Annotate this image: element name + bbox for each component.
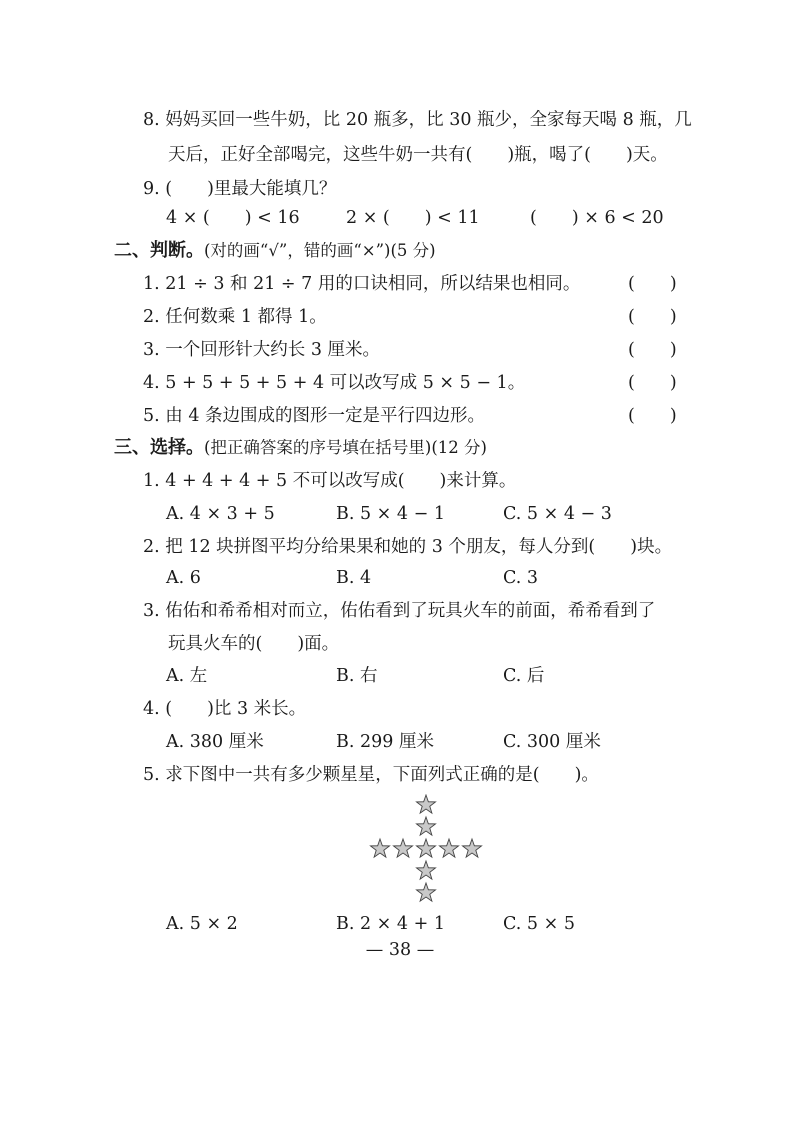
choice-q2-option-c[interactable]: C. 3 — [503, 568, 539, 588]
choice-q5-stem: 5. 求下图中一共有多少颗星星，下面列式正确的是( )。 — [143, 765, 599, 785]
judge-answer-3[interactable]: ( ) — [628, 340, 677, 360]
star-icon — [416, 795, 435, 813]
section2-note: (对的画“√”，错的画“×”)(5 分) — [204, 241, 436, 260]
section2-title: 二、判断。 — [114, 240, 204, 261]
q9-item-3: ( ) × 6 < 20 — [530, 208, 664, 228]
choice-q4-option-b[interactable]: B. 299 厘米 — [336, 732, 434, 752]
choice-q2-option-b[interactable]: B. 4 — [336, 568, 372, 588]
judge-answer-1[interactable]: ( ) — [628, 274, 677, 294]
choice-q1-option-a[interactable]: A. 4 × 3 + 5 — [166, 504, 275, 524]
q8-line2: 天后，正好全部喝完，这些牛奶一共有( )瓶，喝了( )天。 — [168, 145, 668, 165]
judge-item-4: 4. 5 + 5 + 5 + 5 + 4 可以改写成 5 × 5 − 1。 — [143, 373, 526, 393]
choice-q5-option-c[interactable]: C. 5 × 5 — [503, 914, 575, 934]
star-icon — [439, 839, 458, 857]
choice-q1-stem: 1. 4 + 4 + 4 + 5 不可以改写成( )来计算。 — [143, 471, 517, 491]
choice-q2-option-a[interactable]: A. 6 — [166, 568, 201, 588]
choice-q5-option-a[interactable]: A. 5 × 2 — [166, 914, 238, 934]
judge-answer-5[interactable]: ( ) — [628, 406, 677, 426]
star-icon — [416, 817, 435, 835]
choice-q1-option-b[interactable]: B. 5 × 4 − 1 — [336, 504, 445, 524]
judge-item-5: 5. 由 4 条边围成的图形一定是平行四边形。 — [143, 406, 486, 426]
section2-heading — [114, 239, 436, 263]
choice-q4-stem: 4. ( )比 3 米长。 — [143, 699, 307, 719]
judge-item-3: 3. 一个回形针大约长 3 厘米。 — [143, 340, 381, 360]
star-icon — [370, 839, 389, 857]
section3-note: (把正确答案的序号填在括号里)(12 分) — [204, 438, 487, 457]
star-icon — [416, 883, 435, 901]
q9-item-2: 2 × ( ) < 11 — [346, 208, 480, 228]
choice-q3-line2: 玩具火车的( )面。 — [168, 634, 340, 654]
star-icon — [416, 861, 435, 879]
choice-q3-option-c[interactable]: C. 后 — [503, 666, 545, 686]
choice-q3-line1: 3. 佑佑和希希相对而立，佑佑看到了玩具火车的前面，希希看到了 — [143, 601, 656, 621]
star-cross-figure — [366, 794, 486, 904]
choice-q4-option-c[interactable]: C. 300 厘米 — [503, 732, 601, 752]
q8-line1: 8. 妈妈买回一些牛奶，比 20 瓶多，比 30 瓶少，全家每天喝 8 瓶，几 — [143, 110, 692, 130]
choice-q4-option-a[interactable]: A. 380 厘米 — [166, 732, 264, 752]
q9-item-1: 4 × ( ) < 16 — [166, 208, 300, 228]
star-icon — [393, 839, 412, 857]
star-icon — [462, 839, 481, 857]
judge-item-1: 1. 21 ÷ 3 和 21 ÷ 7 用的口诀相同，所以结果也相同。 — [143, 274, 581, 294]
star-icon — [416, 839, 435, 857]
choice-q3-option-a[interactable]: A. 左 — [166, 666, 208, 686]
section3-heading — [114, 436, 487, 460]
page-number: — 38 — — [365, 940, 435, 960]
choice-q5-option-b[interactable]: B. 2 × 4 + 1 — [336, 914, 445, 934]
choice-q3-option-b[interactable]: B. 右 — [336, 666, 378, 686]
judge-answer-4[interactable]: ( ) — [628, 373, 677, 393]
choice-q1-option-c[interactable]: C. 5 × 4 − 3 — [503, 504, 612, 524]
section3-title: 三、选择。 — [114, 437, 204, 458]
choice-q2-stem: 2. 把 12 块拼图平均分给果果和她的 3 个朋友，每人分到( )块。 — [143, 537, 673, 557]
judge-answer-2[interactable]: ( ) — [628, 307, 677, 327]
judge-item-2: 2. 任何数乘 1 都得 1。 — [143, 307, 327, 327]
q9-stem: 9. ( )里最大能填几？ — [143, 179, 337, 199]
